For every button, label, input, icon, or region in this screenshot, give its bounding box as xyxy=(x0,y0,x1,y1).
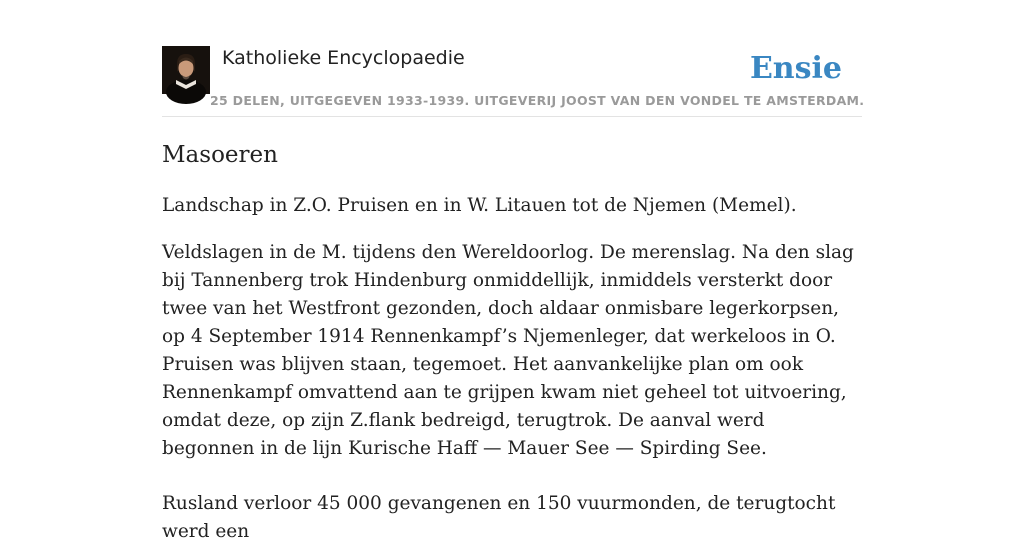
site-header xyxy=(162,0,865,117)
ensie-logo[interactable]: Ensie xyxy=(749,51,842,86)
page-container xyxy=(162,0,865,542)
publication-subtitle: 25 DELEN, UITGEGEVEN 1933-1939. UITGEVERIJ JOOST VAN DEN VONDEL TE AMSTERDAM. xyxy=(210,93,865,108)
article-title: Masoeren xyxy=(162,142,278,168)
article-paragraph: Veldslagen in de M. tijdens den Wereldoorlog. De merenslag. Na den slag bij Tannenberg trok Hindenburg onmiddellijk, inmiddels versterkt door twee van het Westfront gezonden, doch aldaar onmisbare legerkorpsen, op 4 September 1914 Rennenkampf’s Njemenleger, dat werkeloos in O. Pruisen was blijven staan, tegemoet. Het aanvankelijke plan om ook Rennenkampf omvattend aan te grijpen kwam niet geheel tot uitvoering, omdat deze, op zijn Z.flank bedreigd, terugtrok. De aanval werd begonnen in de lijn Kurische Haff — Mauer See — Spirding See. xyxy=(162,242,854,459)
portrait-avatar-icon[interactable] xyxy=(162,46,210,94)
site-title[interactable]: Katholieke Encyclopaedie xyxy=(222,47,465,69)
article-paragraph: Landschap in Z.O. Pruisen en in W. Litauen tot de Njemen (Memel). xyxy=(162,195,797,216)
article-paragraph: Rusland verloor 45 000 gevangenen en 150 vuurmonden, de terugtocht werd een xyxy=(162,493,836,542)
